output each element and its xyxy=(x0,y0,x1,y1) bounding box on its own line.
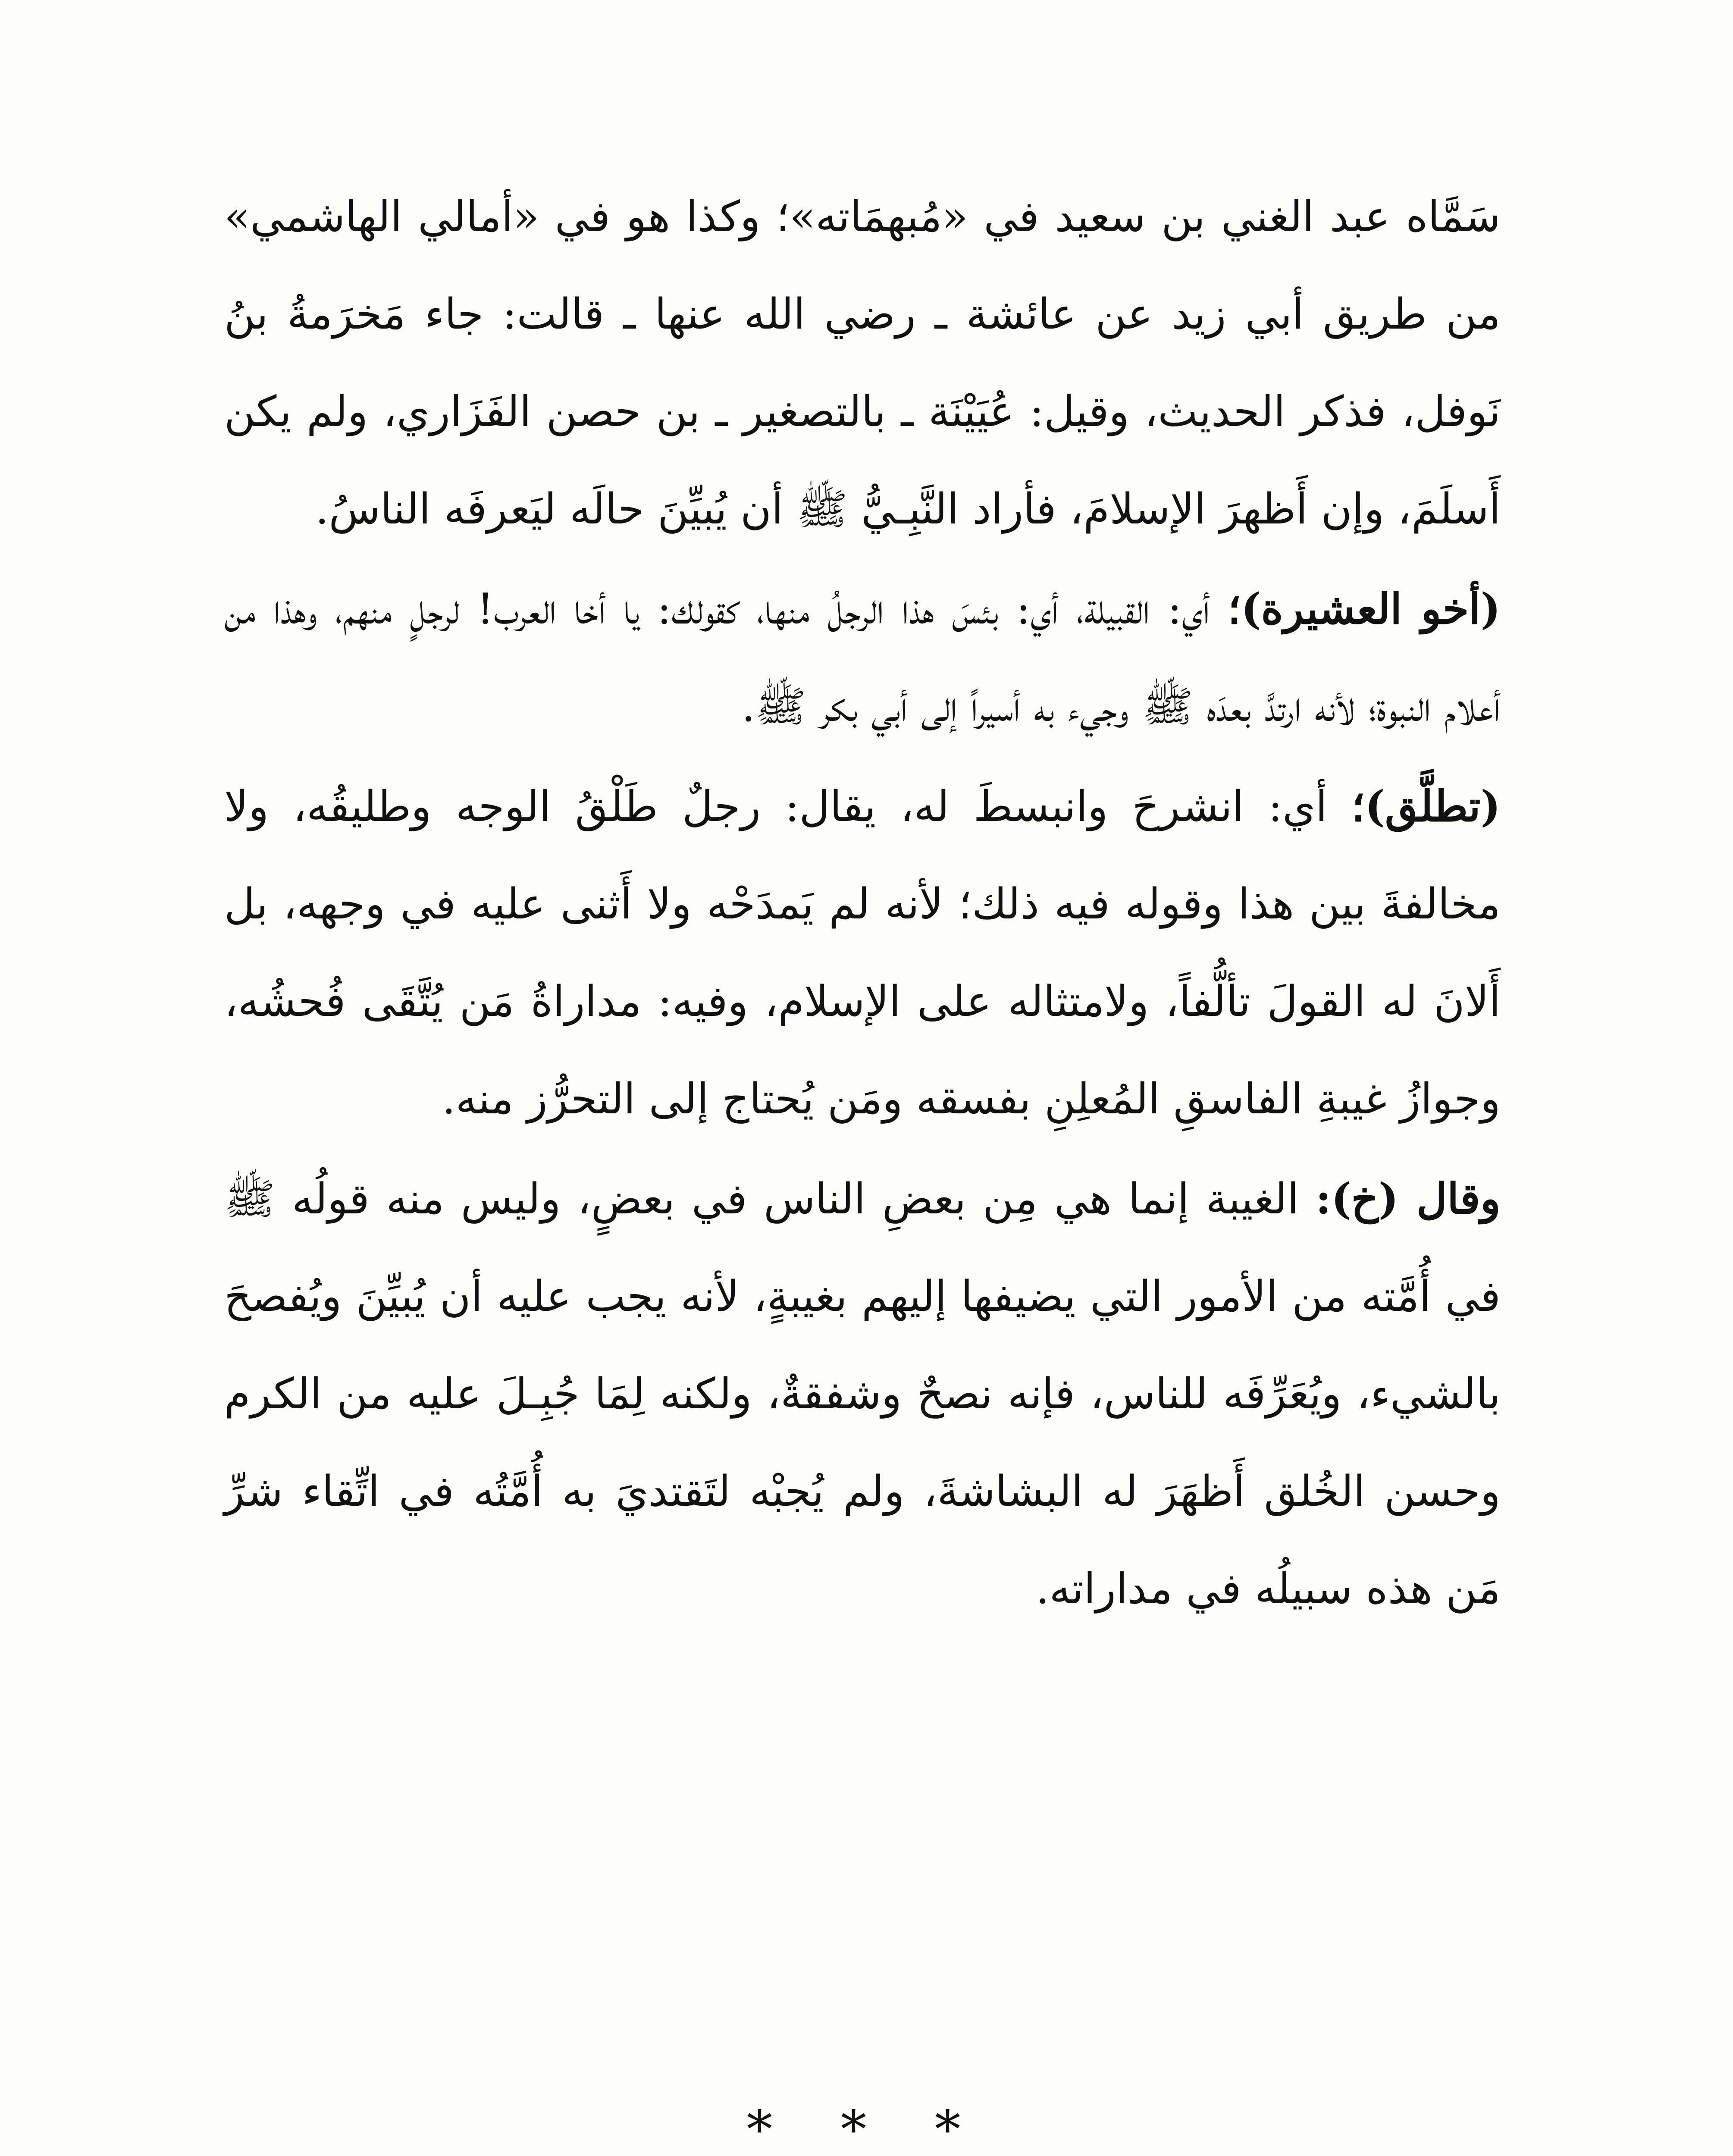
paragraph-1 xyxy=(224,168,1501,558)
section-separator: * * * xyxy=(746,2100,987,2156)
paragraph-3 xyxy=(224,758,1501,1148)
body-text xyxy=(224,168,1501,1638)
paragraph-2 xyxy=(224,561,1501,755)
paragraph-4-lead: وقال (خ): xyxy=(1316,1174,1501,1224)
paragraph-2-lead: (أخو العشيرة)؛ xyxy=(1227,584,1501,634)
paragraph-3-lead: (تطلَّق)؛ xyxy=(1351,782,1501,831)
paragraph-2-text: أي: القبيلة، أي: بئسَ هذا الرجلُ منها، كقولك: يا أخا العرب! لرجلٍ منهم، وهذا من أعلام النبوة؛ لأنه ارتدَّ بعدَه ﷺ وجيء به أسيراً إلى أبي بكر ﷺ. xyxy=(224,585,1501,731)
paragraph-4-text: الغيبة إنما هي مِن بعضِ الناس في بعضٍ، وليس منه قولُه ﷺ في أُمَّته من الأمور التي يضيفها إليهم بغيبةٍ، لأنه يجب عليه أن يُبيِّنَ ويُفصحَ بالشيء، ويُعَرِّفَه للناس، فإنه نصحٌ وشفقةٌ، ولكنه لِمَا جُبِـلَ عليه من الكرم وحسن الخُلق أَظهَرَ له البشاشةَ، ولم يُجبْه لتَقتديَ به أُمَّتُه في اتِّقاء شرِّ مَن هذه سبيلُه في مداراته. xyxy=(224,1175,1501,1614)
paragraph-1-text: سَمَّاه عبد الغني بن سعيد في «مُبهمَاته»؛ وكذا هو في «أمالي الهاشمي» من طريق أبي زيد عن عائشة ـ رضي الله عنها ـ قالت: جاء مَخرَمةُ بنُ نَوفل، فذكر الحديث، وقيل: عُيَيْنَة ـ بالتصغير ـ بن حصن الفَزَاري، ولم يكن أَسلَمَ، وإن أَظهرَ الإسلامَ، فأراد النَّبِـيُّ ﷺ أن يُبيِّنَ حالَه ليَعرفَه الناسُ. xyxy=(224,192,1501,534)
paragraph-3-text: أي: انشرحَ وانبسطَ له، يقال: رجلٌ طَلْقُ الوجه وطليقُه، ولا مخالفةَ بين هذا وقوله فيه ذلك؛ لأنه لم يَمدَحْه ولا أَثنى عليه في وجهه، بل أَلانَ له القولَ تألُّفاً، ولامتثاله على الإسلام، وفيه: مداراةُ مَن يُتَّقَى فُحشُه، وجوازُ غيبةِ الفاسقِ المُعلِنِ بفسقه ومَن يُحتاج إلى التحرُّز منه. xyxy=(224,782,1501,1124)
paragraph-4 xyxy=(224,1150,1501,1638)
